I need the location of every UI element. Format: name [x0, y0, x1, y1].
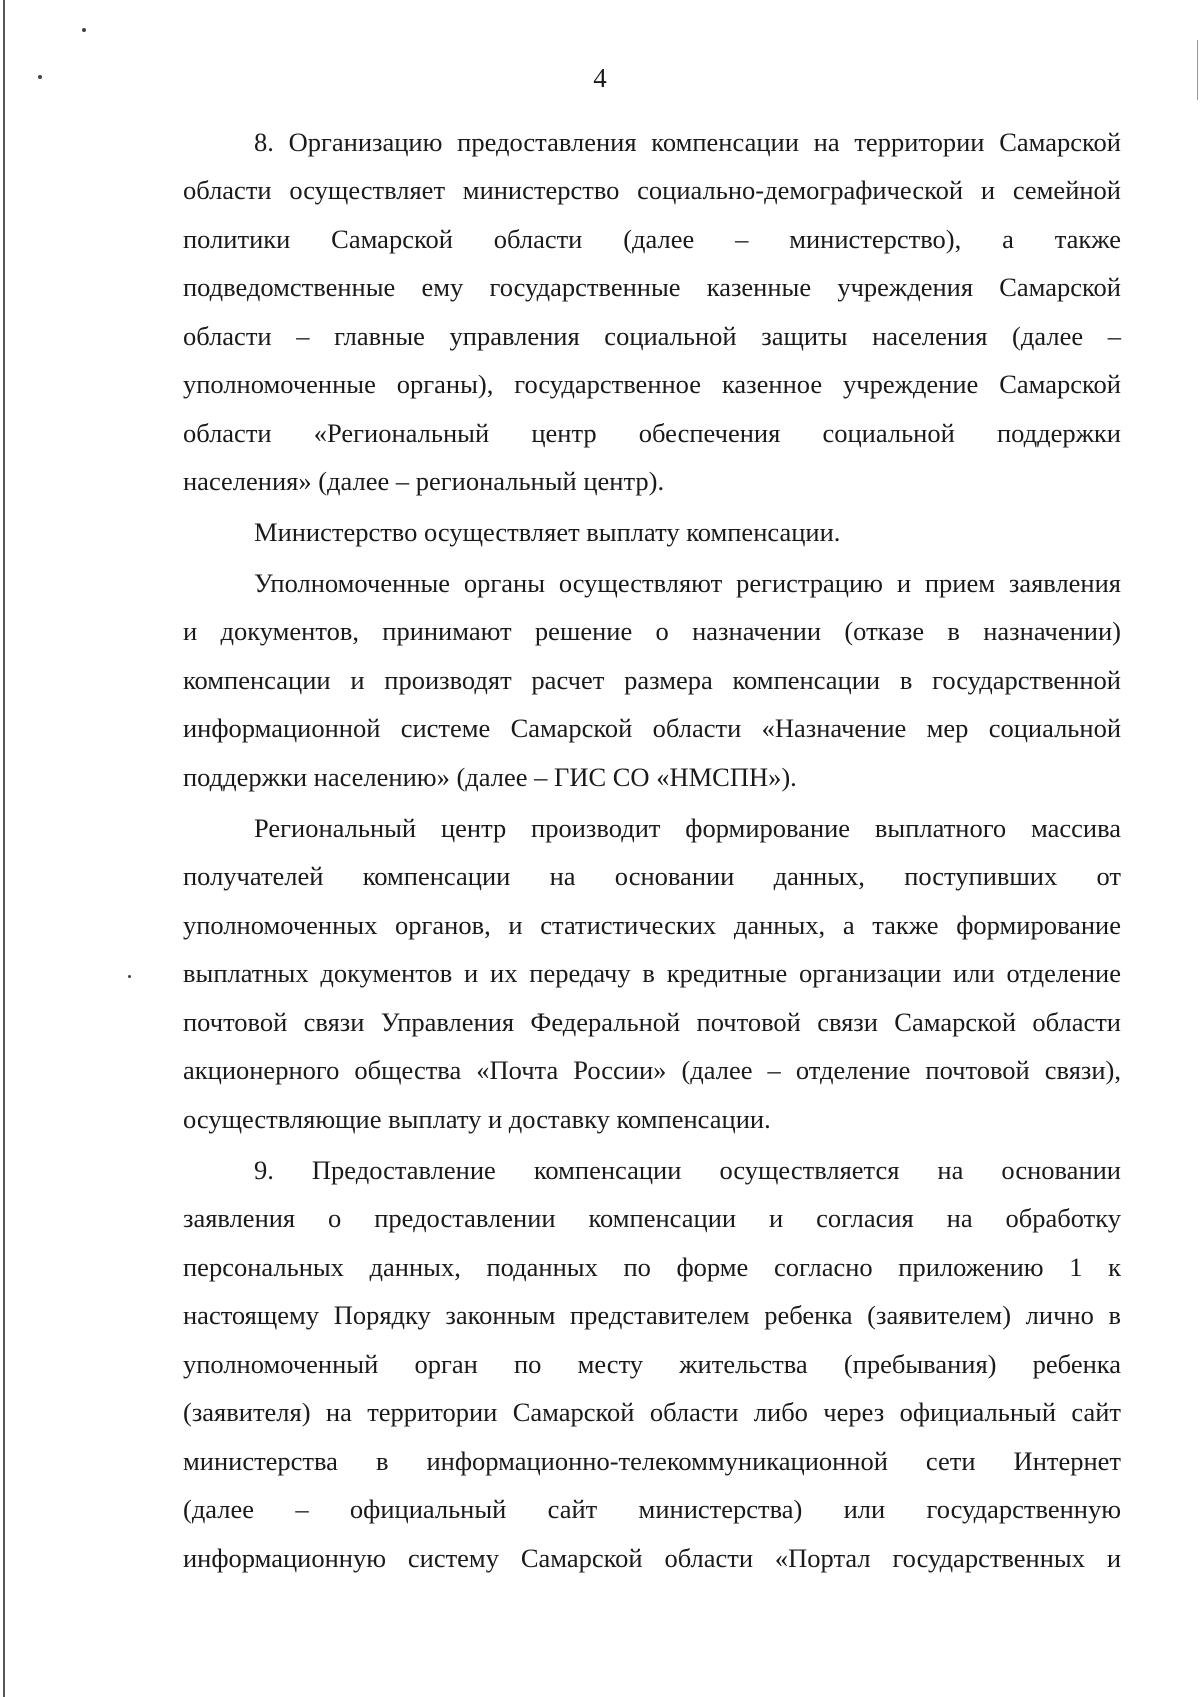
text-line: 9. Предоставление компенсации осуществляется на основании	[254, 1155, 1121, 1185]
text-line: (далее – официальный сайт министерства) или государственную	[183, 1494, 1121, 1524]
text-line: выплатных документов и их передачу в кредитные организации или отделение	[183, 958, 1121, 988]
text-line: получателей компенсации на основании данных, поступивших от	[183, 861, 1121, 891]
text-line: и документов, принимают решение о назначении (отказе в назначении)	[183, 616, 1121, 646]
text-line: информационной системе Самарской области «Назначение мер социальной	[183, 713, 1121, 743]
text-line: компенсации и производят расчет размера компенсации в государственной	[183, 665, 1121, 695]
text-line: 8. Организацию предоставления компенсации на территории Самарской	[254, 127, 1121, 157]
text-line: уполномоченных органов, и статистических данных, а также формирование	[183, 910, 1121, 940]
text-line: Министерство осуществляет выплату компенсации.	[254, 517, 841, 547]
text-line: информационную систему Самарской области «Портал государственных и	[183, 1543, 1121, 1573]
text-line: заявления о предоставлении компенсации и согласия на обработку	[183, 1203, 1121, 1233]
text-line: акционерного общества «Почта России» (далее – отделение почтовой связи),	[183, 1055, 1121, 1085]
text-line: настоящему Порядку законным представителем ребенка (заявителем) лично в	[183, 1300, 1121, 1330]
page-number: 4	[593, 63, 607, 93]
text-line: области осуществляет министерство социально-демографической и семейной	[183, 175, 1121, 205]
text-line: министерства в информационно-телекоммуникационной сети Интернет	[183, 1446, 1121, 1476]
text-line: Региональный центр производит формирование выплатного массива	[254, 813, 1121, 843]
text-line: уполномоченные органы), государственное казенное учреждение Самарской	[183, 369, 1121, 399]
text-line: почтовой связи Управления Федеральной почтовой связи Самарской области	[183, 1007, 1121, 1037]
scan-speck	[82, 28, 86, 32]
text-line: политики Самарской области (далее – министерство), а также	[183, 224, 1121, 254]
text-line: области «Региональный центр обеспечения социальной поддержки	[183, 418, 1121, 448]
text-line: населения» (далее – региональный центр).	[183, 466, 665, 496]
text-line: уполномоченный орган по месту жительства (пребывания) ребенка	[183, 1349, 1121, 1379]
text-line: осуществляющие выплату и доставку компенсации.	[183, 1104, 771, 1134]
text-line: Уполномоченные органы осуществляют регистрацию и прием заявления	[254, 568, 1121, 598]
scan-speck	[128, 975, 131, 978]
text-line: персональных данных, поданных по форме согласно приложению 1 к	[183, 1252, 1121, 1282]
scan-left-edge	[3, 0, 5, 1697]
text-line: (заявителя) на территории Самарской области либо через официальный сайт	[183, 1397, 1121, 1427]
text-line: поддержки населению» (далее – ГИС СО «НМСПН»).	[183, 762, 797, 792]
text-line: области – главные управления социальной защиты населения (далее –	[183, 321, 1121, 351]
text-line: подведомственные ему государственные казенные учреждения Самарской	[183, 272, 1121, 302]
